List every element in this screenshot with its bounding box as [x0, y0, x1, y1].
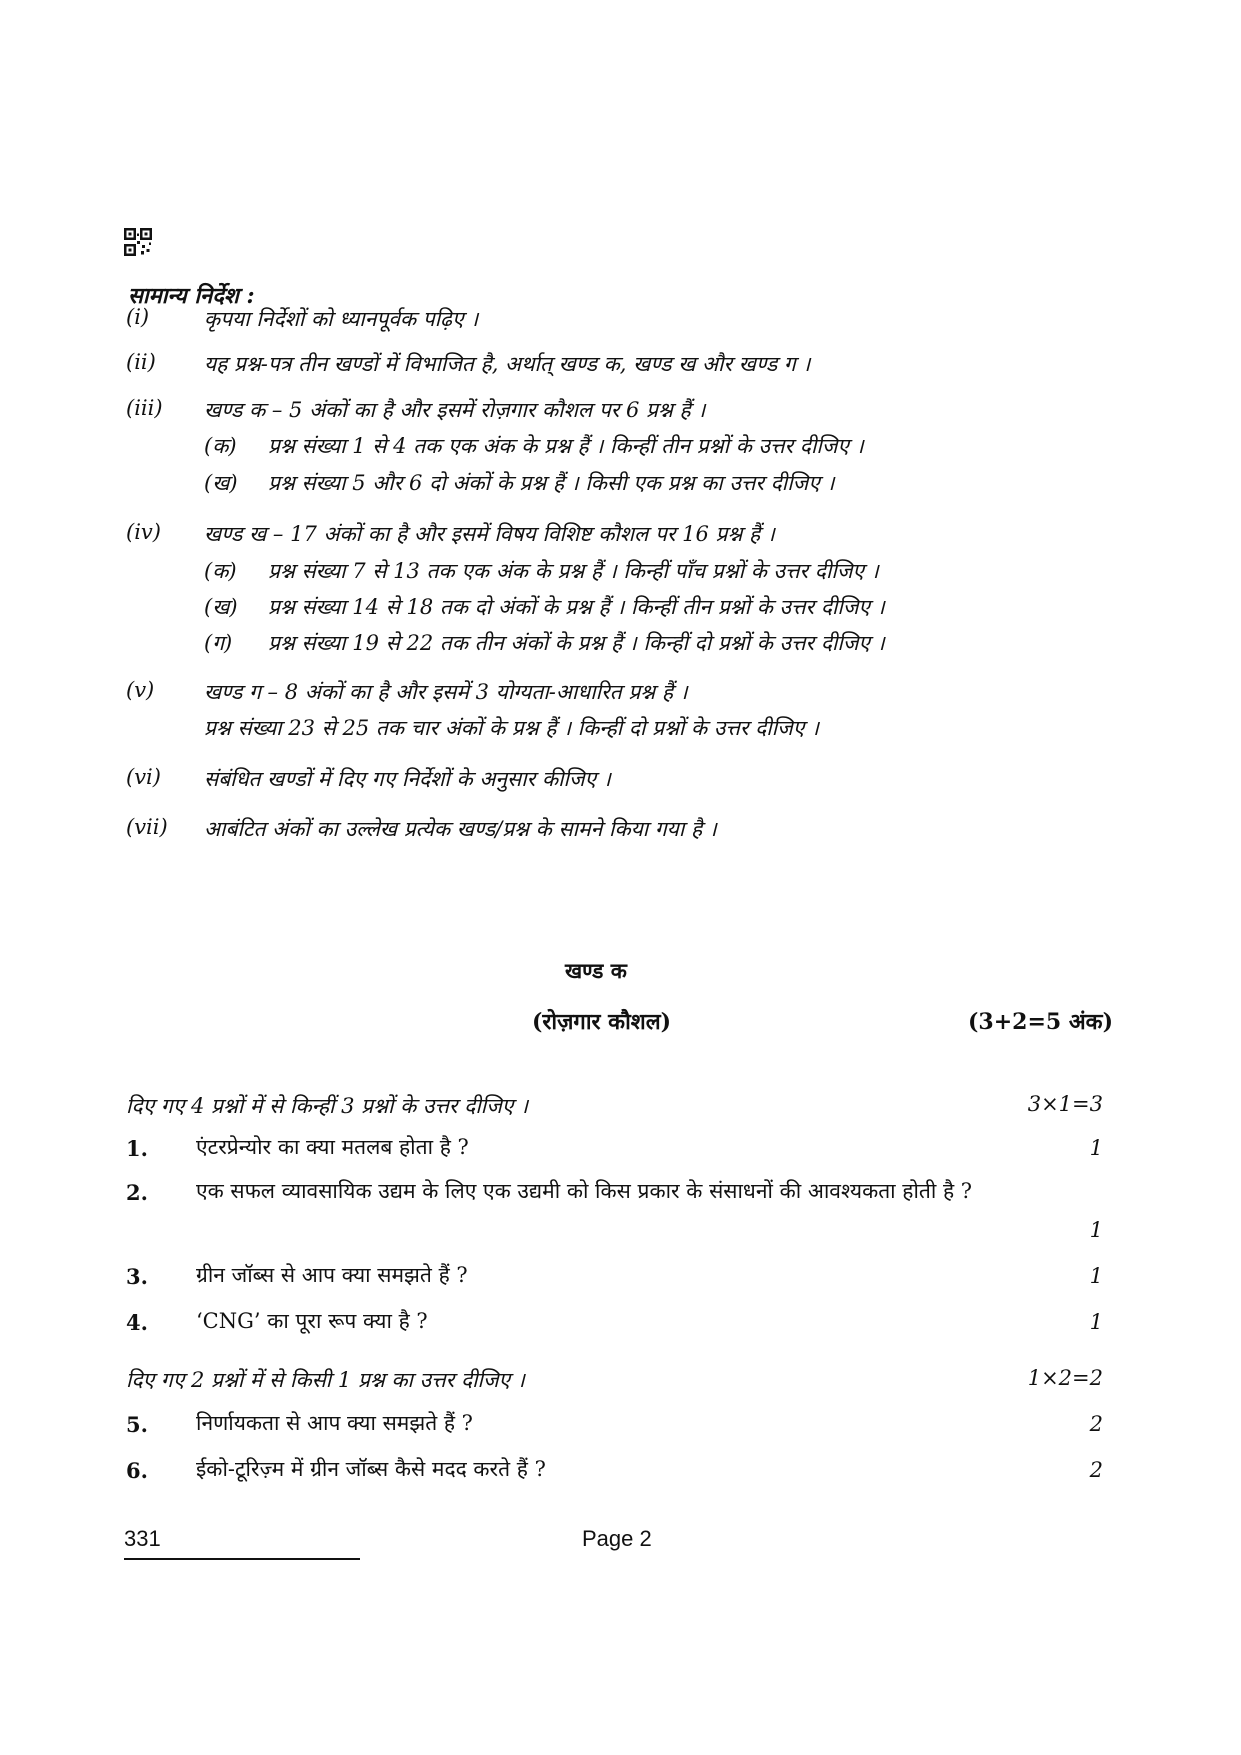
instruction-text: संबंधित खण्डों में दिए गए निर्देशों के अनुसार कीजिए । [204, 767, 611, 791]
subitem-label: (क) [204, 559, 237, 583]
question-text: निर्णायकता से आप क्या समझते हैं ? [196, 1411, 473, 1435]
general-instructions-heading: सामान्य निर्देश : [128, 283, 255, 309]
instruction-text: खण्ड ग – 8 अंकों का है और इसमें 3 योग्यता-आधारित प्रश्न हैं । [204, 680, 688, 704]
instruction-number: (v) [126, 678, 155, 702]
question-number: 6. [126, 1458, 148, 1483]
instruction-text: आबंटित अंकों का उल्लेख प्रत्येक खण्ड/प्रश्न के सामने किया गया है । [204, 817, 717, 841]
subitem-text: प्रश्न संख्या 14 से 18 तक दो अंकों के प्रश्न हैं । किन्हीं तीन प्रश्नों के उत्तर दीजिए । [268, 595, 885, 619]
question-marks: 2 [1089, 1412, 1103, 1436]
paper-code: 331 [124, 1526, 161, 1551]
subitem-label: (ग) [204, 631, 233, 655]
question-text: एक सफल व्यावसायिक उद्यम के लिए एक उद्यमी को किस प्रकार के संसाधनों की आवश्यकता होती है ? [196, 1179, 973, 1203]
question-group-instruction: दिए गए 2 प्रश्नों में से किसी 1 प्रश्न का उत्तर दीजिए । [126, 1368, 525, 1392]
question-number: 1. [126, 1136, 148, 1161]
instruction-number: (i) [126, 305, 150, 329]
question-text: एंटरप्रेन्योर का क्या मतलब होता है ? [196, 1135, 469, 1159]
question-number: 4. [126, 1310, 148, 1335]
question-number: 2. [126, 1180, 148, 1205]
instruction-continuation: प्रश्न संख्या 23 से 25 तक चार अंकों के प्रश्न हैं । किन्हीं दो प्रश्नों के उत्तर दीजिए । [204, 716, 819, 740]
question-group-marks: 1×2=2 [1027, 1366, 1103, 1390]
question-marks: 1 [1089, 1264, 1103, 1288]
question-text: ग्रीन जॉब्स से आप क्या समझते हैं ? [196, 1263, 468, 1287]
section-marks: (3+2=5 अंक) [968, 1009, 1113, 1035]
question-group-instruction: दिए गए 4 प्रश्नों में से किन्हीं 3 प्रश्नों के उत्तर दीजिए । [126, 1094, 529, 1118]
instruction-text: खण्ड क – 5 अंकों का है और इसमें रोज़गार कौशल पर 6 प्रश्न हैं । [204, 398, 706, 422]
question-text: ईको-टूरिज़्म में ग्रीन जॉब्स कैसे मदद करते हैं ? [196, 1457, 546, 1481]
question-marks: 1 [1089, 1136, 1103, 1160]
subitem-text: प्रश्न संख्या 7 से 13 तक एक अंक के प्रश्न हैं । किन्हीं पाँच प्रश्नों के उत्तर दीजिए । [268, 559, 879, 583]
question-marks: 1 [1089, 1310, 1103, 1334]
instruction-number: (iii) [126, 396, 163, 420]
subitem-label: (ख) [204, 471, 238, 495]
instruction-number: (vii) [126, 815, 168, 839]
subitem-label: (ख) [204, 595, 238, 619]
question-marks: 2 [1089, 1458, 1103, 1482]
question-text: ‘CNG’ का पूरा रूप क्या है ? [196, 1309, 428, 1333]
subitem-text: प्रश्न संख्या 1 से 4 तक एक अंक के प्रश्न हैं । किन्हीं तीन प्रश्नों के उत्तर दीजिए । [268, 434, 864, 458]
instruction-text: कृपया निर्देशों को ध्यानपूर्वक पढ़िए । [204, 307, 479, 331]
subitem-text: प्रश्न संख्या 5 और 6 दो अंकों के प्रश्न हैं । किसी एक प्रश्न का उत्तर दीजिए । [268, 471, 835, 495]
subitem-label: (क) [204, 434, 237, 458]
instruction-text: खण्ड ख – 17 अंकों का है और इसमें विषय विशिष्ट कौशल पर 16 प्रश्न हैं । [204, 522, 775, 546]
question-marks: 1 [1089, 1218, 1103, 1242]
page-number: Page 2 [582, 1526, 652, 1551]
subitem-text: प्रश्न संख्या 19 से 22 तक तीन अंकों के प्रश्न हैं । किन्हीं दो प्रश्नों के उत्तर दीजिए । [268, 631, 885, 655]
footer-rule [124, 1558, 360, 1560]
question-group-marks: 3×1=3 [1027, 1092, 1103, 1116]
instruction-text: यह प्रश्न-पत्र तीन खण्डों में विभाजित है, अर्थात् खण्ड क, खण्ड ख और खण्ड ग । [204, 352, 811, 376]
section-subtitle: (रोज़गार कौशल) [532, 1009, 672, 1035]
question-number: 5. [126, 1412, 148, 1437]
section-title: खण्ड क [565, 958, 627, 983]
instruction-number: (iv) [126, 520, 161, 544]
instruction-number: (vi) [126, 765, 161, 789]
question-number: 3. [126, 1264, 148, 1289]
qr-code-icon [124, 228, 152, 256]
instruction-number: (ii) [126, 350, 156, 374]
